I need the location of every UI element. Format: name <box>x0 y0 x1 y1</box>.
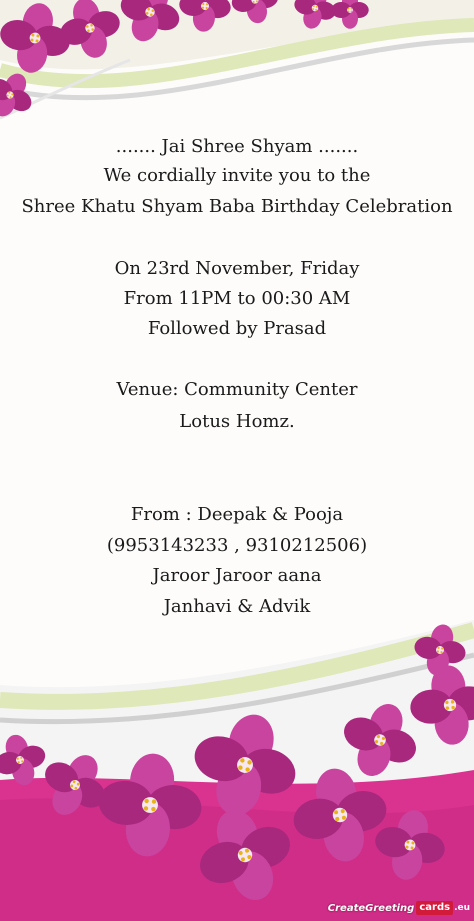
event-name: Shree Khatu Shyam Baba Birthday Celebration <box>21 196 453 217</box>
watermark-text: CreateGreeting <box>327 902 415 914</box>
kids-names: Janhavi & Advik <box>163 596 311 617</box>
bottom-flower-decoration <box>0 600 474 921</box>
phone-numbers: (9953143233 , 9310212506) <box>106 535 368 556</box>
host-line: From : Deepak & Pooja <box>130 504 344 525</box>
venue-line: Venue: Community Center <box>116 379 358 400</box>
venue-detail: Lotus Homz. <box>179 411 295 432</box>
event-time: From 11PM to 00:30 AM <box>123 288 351 309</box>
watermark-cards: cards <box>416 901 453 915</box>
invite-line: We cordially invite you to the <box>103 165 371 186</box>
prasad-line: Followed by Prasad <box>147 318 327 339</box>
jaroor-aana-line: Jaroor Jaroor aana <box>152 565 322 586</box>
watermark-domain: .eu <box>454 903 470 913</box>
heading-jai-shree-shyam: ....... Jai Shree Shyam ....... <box>115 136 359 157</box>
watermark-logo[interactable] <box>328 898 470 918</box>
event-date: On 23rd November, Friday <box>114 258 360 279</box>
